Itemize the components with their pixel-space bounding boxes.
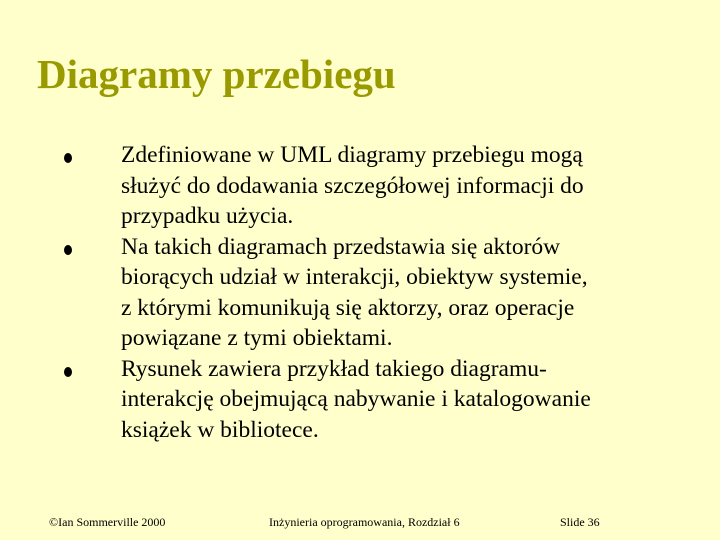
bullet-text-line: służyć do dodawania szczegółowej informacji do <box>121 172 584 199</box>
bullet-item <box>64 140 694 232</box>
bullet-item <box>64 232 694 354</box>
bullet-text-line: książek w bibliotece. <box>121 416 319 443</box>
bullet-text-line: przypadku użycia. <box>121 203 294 229</box>
footer-slide-number: Slide 36 <box>560 515 600 529</box>
bullet-list <box>64 140 694 445</box>
bullet-text-line: biorących udział w interakcji, obiektyw systemie, <box>121 264 588 290</box>
bullet-text-line: powiązane z tymi obiektami. <box>121 325 393 351</box>
bullet-dot-icon <box>64 245 72 255</box>
footer-course-title: Inżynieria oprogramowania, Rozdział 6 <box>269 515 460 529</box>
bullet-text-line: z którymi komunikują się aktorzy, oraz operacje <box>121 294 575 321</box>
bullet-dot-icon <box>64 153 72 163</box>
bullet-text-line: Rysunek zawiera przykład takiego diagramu- <box>121 355 547 382</box>
bullet-text-line: Na takich diagramach przedstawia się aktorów <box>121 233 561 260</box>
bullet-text-line: interakcję obejmującą nabywanie i katalogowanie <box>121 386 591 412</box>
bullet-item <box>64 354 694 446</box>
slide-title: Diagramy przebiegu <box>37 51 396 97</box>
footer-copyright: ©Ian Sommerville 2000 <box>49 515 166 529</box>
bullet-text-line: Zdefiniowane w UML diagramy przebiegu mogą <box>121 142 583 168</box>
bullet-dot-icon <box>64 367 72 377</box>
